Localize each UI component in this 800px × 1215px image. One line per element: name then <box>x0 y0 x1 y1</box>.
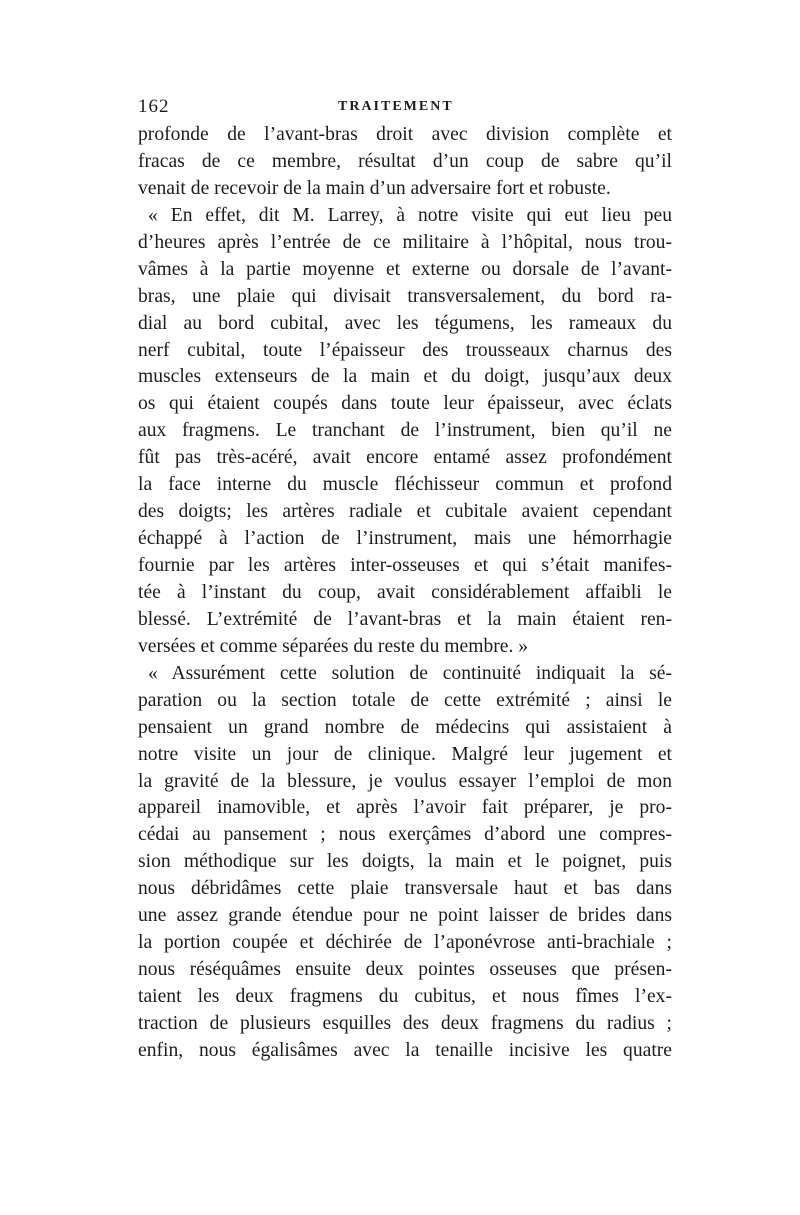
text-line: enfin, nous égalisâmes avec la tenaille incisive les quatre <box>138 1039 672 1061</box>
text-line: blessé. L’extrémité de l’avant-bras et la main étaient ren- <box>138 608 672 630</box>
text-line: pensaient un grand nombre de médecins qui assistaient à <box>138 716 672 738</box>
text-line: bras, une plaie qui divisait transversalement, du bord ra- <box>138 285 672 307</box>
text-line: versées et comme séparées du reste du membre. » <box>138 635 529 657</box>
text-line: nerf cubital, toute l’épaisseur des trousseaux charnus des <box>138 339 672 361</box>
text-line: la portion coupée et déchirée de l’aponévrose anti-brachiale ; <box>138 932 672 954</box>
text-line: muscles extenseurs de la main et du doigt, jusqu’aux deux <box>138 366 672 388</box>
text-line: vâmes à la partie moyenne et externe ou dorsale de l’avant- <box>138 258 672 280</box>
text-line: fracas de ce membre, résultat d’un coup de sabre qu’il <box>138 150 672 172</box>
text-line: dial au bord cubital, avec les tégumens, les rameaux du <box>138 312 672 334</box>
text-line: cédai au pansement ; nous exerçâmes d’abord une compres- <box>138 824 672 846</box>
text-line: « Assurément cette solution de continuité indiquait la sé- <box>148 662 672 684</box>
text-line: taient les deux fragmens du cubitus, et nous fîmes l’ex- <box>138 986 672 1007</box>
text-line: profonde de l’avant-bras droit avec division complète et <box>138 124 672 145</box>
text-line: une assez grande étendue pour ne point laisser de brides dans <box>138 905 672 927</box>
text-line: os qui étaient coupés dans toute leur épaisseur, avec éclats <box>138 393 672 415</box>
text-line: la face interne du muscle fléchisseur commun et profond <box>138 474 672 496</box>
text-line: notre visite un jour de clinique. Malgré leur jugement et <box>138 743 672 765</box>
text-line: nous réséquâmes ensuite deux pointes osseuses que présen- <box>138 959 672 981</box>
text-line: aux fragmens. Le tranchant de l’instrument, bien qu’il ne <box>138 420 672 442</box>
page-header <box>138 96 670 120</box>
running-title: TRAITEMENT <box>338 99 454 114</box>
text-line: d’heures après l’entrée de ce militaire à l’hôpital, nous trou- <box>138 231 672 253</box>
text-line: fût pas très-acéré, avait encore entamé assez profondément <box>138 447 672 469</box>
text-line: venait de recevoir de la main d’un adversaire fort et robuste. <box>138 177 611 199</box>
text-line: nous débridâmes cette plaie transversale haut et bas dans <box>138 878 672 900</box>
text-line: paration ou la section totale de cette extrémité ; ainsi le <box>138 689 672 711</box>
text-line: tée à l’instant du coup, avait considérablement affaibli le <box>138 581 672 603</box>
text-line: des doigts; les artères radiale et cubitale avaient cependant <box>138 501 672 523</box>
text-line: « En effet, dit M. Larrey, à notre visite qui eut lieu peu <box>148 204 672 226</box>
text-line: traction de plusieurs esquilles des deux fragmens du radius ; <box>138 1012 672 1034</box>
text-line: la gravité de la blessure, je voulus essayer l’emploi de mon <box>138 770 672 792</box>
text-line: appareil inamovible, et après l’avoir fait préparer, je pro- <box>138 797 672 819</box>
text-line: fournie par les artères inter-osseuses et qui s’était manifes- <box>138 555 672 576</box>
body-text <box>138 122 672 1065</box>
text-line: sion méthodique sur les doigts, la main et le poignet, puis <box>138 851 672 873</box>
text-line: échappé à l’action de l’instrument, mais une hémorrhagie <box>138 528 672 550</box>
page-number: 162 <box>138 96 170 117</box>
